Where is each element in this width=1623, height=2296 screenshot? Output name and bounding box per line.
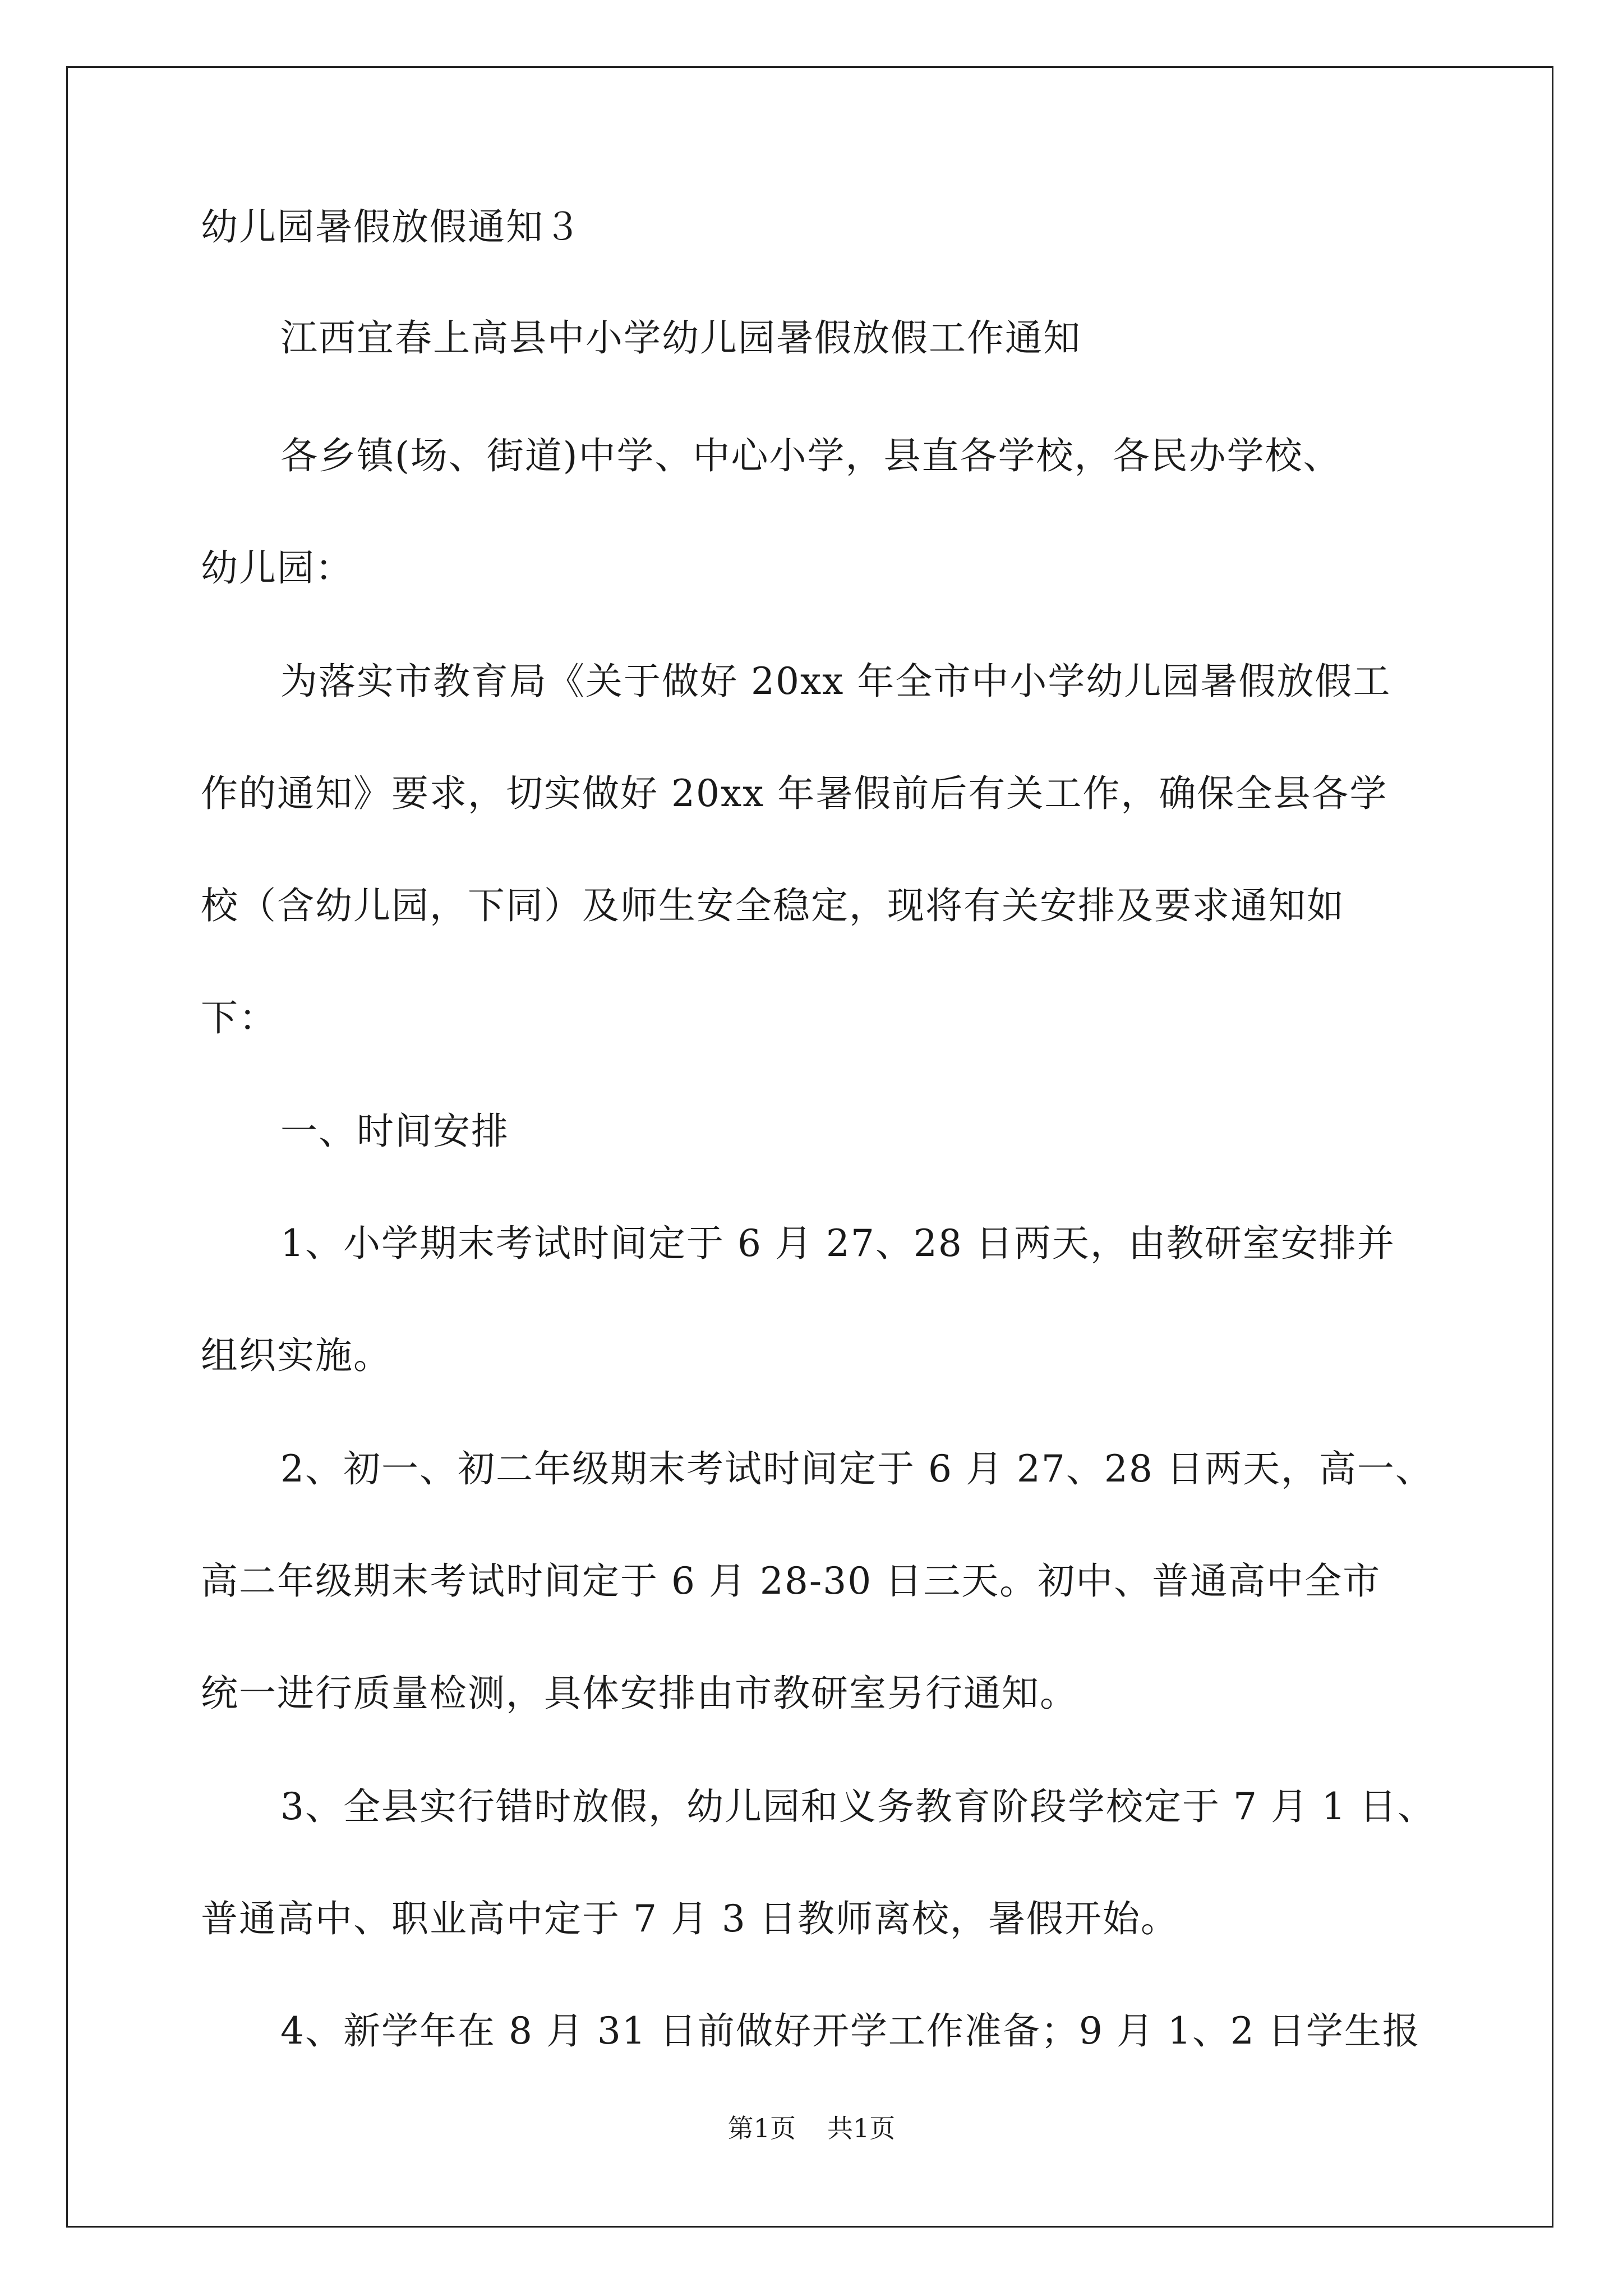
page-total: 共1页 [827, 2113, 896, 2143]
paragraph-line: 组织实施。 [201, 1334, 391, 1377]
paragraph-line: 3、全县实行错时放假，幼儿园和义务教育阶段学校定于 7 月 1 日、 [280, 1785, 1436, 1828]
notice-title: 江西宜春上高县中小学幼儿园暑假放假工作通知 [280, 316, 1081, 360]
page-number: 第1页 [727, 2113, 796, 2143]
paragraph-line: 校（含幼儿园，下同）及师生安全稳定，现将有关安排及要求通知如 [201, 884, 1345, 927]
paragraph-line: 统一进行质量检测，具体安排由市教研室另行通知。 [201, 1672, 1078, 1715]
paragraph-line: 普通高中、职业高中定于 7 月 3 日教师离校，暑假开始。 [201, 1897, 1179, 1940]
paragraph-line: 4、新学年在 8 月 31 日前做好开学工作准备；9 月 1、2 日学生报 [280, 2009, 1421, 2053]
page-footer [0, 2111, 1623, 2145]
paragraph-line: 为落实市教育局《关于做好 20xx 年全市中小学幼儿园暑假放假工 [280, 660, 1391, 703]
recipients-line-2: 幼儿园： [201, 546, 353, 590]
paragraph-line: 下： [201, 996, 277, 1039]
section-heading: 一、时间安排 [280, 1110, 509, 1153]
paragraph-line: 1、小学期末考试时间定于 6 月 27、28 日两天，由教研室安排并 [280, 1222, 1395, 1265]
document-title: 幼儿园暑假放假通知３ [201, 205, 582, 249]
paragraph-line: 高二年级期末考试时间定于 6 月 28-30 日三天。初中、普通高中全市 [201, 1559, 1381, 1603]
paragraph-line: 作的通知》要求，切实做好 20xx 年暑假前后有关工作，确保全县各学 [201, 772, 1388, 815]
recipients-line-1: 各乡镇(场、街道)中学、中心小学，县直各学校，各民办学校、 [280, 434, 1341, 477]
paragraph-line: 2、初一、初二年级期末考试时间定于 6 月 27、28 日两天，高一、 [280, 1447, 1433, 1490]
